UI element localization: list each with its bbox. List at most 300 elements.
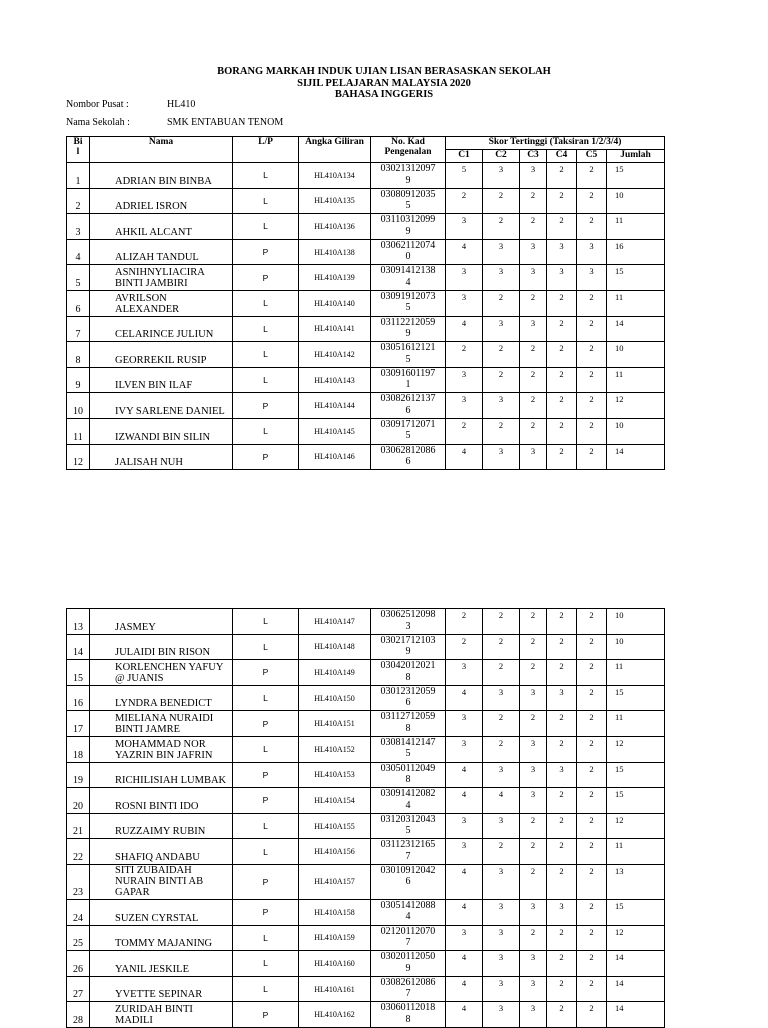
score-total: 15 [607, 265, 665, 291]
score-c3-value: 2 [530, 343, 536, 354]
score-c1 [446, 762, 483, 788]
score-c2-value: 3 [498, 952, 504, 963]
score-total: 11 [607, 367, 665, 393]
score-total: 15 [607, 899, 665, 925]
ic-number: 03091412082 4 [371, 788, 446, 814]
gender: P [233, 1002, 299, 1028]
table-row [67, 290, 665, 316]
school-name-label: Nama Sekolah : [66, 117, 130, 128]
table-row [67, 685, 665, 711]
score-total: 11 [607, 839, 665, 865]
gender: L [233, 839, 299, 865]
score-c1-value: 4 [461, 240, 467, 251]
score-c1 [446, 788, 483, 814]
score-c1-value: 4 [461, 865, 467, 876]
row-number: 24 [67, 899, 90, 925]
title-line-1: BORANG MARKAH INDUK UJIAN LISAN BERASASKAN SEKOLAH [217, 66, 551, 77]
ic-number: 03021712103 9 [371, 634, 446, 660]
header-no-kad: No. Kad Pengenalan [371, 137, 446, 163]
row-number: 6 [67, 290, 90, 316]
form-title [0, 66, 768, 101]
angka-giliran: HL410A153 [299, 762, 371, 788]
score-c3-value: 3 [530, 686, 536, 697]
score-c5 [577, 899, 607, 925]
row-number: 25 [67, 925, 90, 951]
score-c5 [577, 711, 607, 737]
score-c5 [577, 634, 607, 660]
student-name: IZWANDI BIN SILIN [90, 418, 233, 444]
score-c1-value: 4 [461, 445, 467, 456]
student-name: JULAIDI BIN RISON [90, 634, 233, 660]
score-c3-value: 2 [530, 926, 536, 937]
score-c4 [547, 418, 577, 444]
angka-giliran: HL410A139 [299, 265, 371, 291]
score-c1-value: 3 [461, 215, 467, 226]
student-name: MOHAMMAD NOR YAZRIN BIN JAFRIN [90, 736, 233, 762]
ic-number: 03091412138 4 [371, 265, 446, 291]
score-c4-value: 3 [559, 900, 564, 911]
score-c2 [483, 316, 520, 342]
table-row [67, 239, 665, 265]
score-c4-value: 2 [559, 343, 564, 354]
score-c3-value: 3 [530, 164, 536, 174]
angka-giliran: HL410A151 [299, 711, 371, 737]
row-number: 5 [67, 265, 90, 291]
row-number: 17 [67, 711, 90, 737]
row-number: 16 [67, 685, 90, 711]
score-c3 [520, 418, 547, 444]
score-c5-value: 2 [589, 291, 594, 302]
score-c1 [446, 634, 483, 660]
score-c4-value: 2 [559, 610, 564, 620]
score-c3 [520, 239, 547, 265]
score-c1-value: 5 [461, 164, 467, 174]
score-c5 [577, 342, 607, 368]
ic-number: 03112312165 7 [371, 839, 446, 865]
angka-giliran: HL410A155 [299, 813, 371, 839]
ic-number: 03012312059 6 [371, 685, 446, 711]
row-number: 12 [67, 444, 90, 470]
score-c3-value: 2 [530, 840, 536, 851]
ic-number: 03120312043 5 [371, 813, 446, 839]
score-c4-value: 2 [559, 814, 564, 825]
score-c1 [446, 899, 483, 925]
table-row [67, 444, 665, 470]
header-c2: C2 [483, 150, 520, 163]
score-c5-value: 2 [589, 686, 594, 697]
score-c5-value: 2 [589, 445, 594, 456]
score-c1 [446, 864, 483, 899]
score-c4 [547, 788, 577, 814]
score-c2-value: 2 [498, 343, 504, 354]
score-c5-value: 2 [589, 635, 594, 646]
score-c2 [483, 163, 520, 189]
angka-giliran: HL410A144 [299, 393, 371, 419]
score-c4-value: 2 [559, 291, 564, 302]
score-c2-value: 2 [498, 368, 504, 379]
score-c3-value: 3 [530, 737, 536, 748]
score-c2 [483, 685, 520, 711]
score-total: 14 [607, 1002, 665, 1028]
row-number: 26 [67, 951, 90, 977]
score-c1-value: 3 [461, 814, 467, 825]
student-name: SHAFIQ ANDABU [90, 839, 233, 865]
score-c4-value: 2 [559, 865, 564, 876]
score-c1 [446, 660, 483, 686]
score-c2 [483, 239, 520, 265]
score-c5-value: 2 [589, 215, 594, 226]
score-c2-value: 3 [498, 240, 504, 251]
score-c1 [446, 444, 483, 470]
score-c4 [547, 316, 577, 342]
gender: L [233, 685, 299, 711]
score-c4 [547, 813, 577, 839]
table-row [67, 188, 665, 214]
score-c1-value: 4 [461, 952, 467, 963]
score-c2-value: 3 [498, 445, 504, 456]
score-c1-value: 3 [461, 368, 467, 379]
score-c1-value: 4 [461, 763, 467, 774]
score-c5 [577, 265, 607, 291]
score-c5 [577, 316, 607, 342]
score-c3 [520, 685, 547, 711]
score-c4 [547, 367, 577, 393]
score-c1 [446, 925, 483, 951]
table-row [67, 839, 665, 865]
student-name: AHKIL ALCANT [90, 214, 233, 240]
table-body-page-1 [67, 163, 665, 470]
score-total: 10 [607, 418, 665, 444]
score-c5-value: 2 [589, 661, 594, 672]
score-total: 14 [607, 976, 665, 1002]
score-c1-value: 4 [461, 977, 467, 988]
gender: P [233, 864, 299, 899]
angka-giliran: HL410A141 [299, 316, 371, 342]
ic-number: 02120112070 7 [371, 925, 446, 951]
score-c3 [520, 736, 547, 762]
score-c5 [577, 163, 607, 189]
ic-number: 03062512098 3 [371, 609, 446, 635]
score-c4 [547, 393, 577, 419]
score-c2 [483, 342, 520, 368]
gender: L [233, 951, 299, 977]
row-number: 14 [67, 634, 90, 660]
score-c2-value: 3 [498, 865, 504, 876]
score-total: 13 [607, 864, 665, 899]
score-c4-value: 3 [559, 763, 564, 774]
score-c1-value: 3 [461, 737, 467, 748]
score-c4 [547, 951, 577, 977]
score-c1 [446, 839, 483, 865]
score-c2 [483, 660, 520, 686]
score-c4-value: 2 [559, 394, 564, 405]
score-c4-value: 2 [559, 952, 564, 963]
student-name: IVY SARLENE DANIEL [90, 393, 233, 419]
score-c5-value: 2 [589, 952, 594, 963]
score-c5 [577, 685, 607, 711]
ic-number: 03112212059 9 [371, 316, 446, 342]
score-c3-value: 2 [530, 712, 536, 723]
title-line-3: BAHASA INGGERIS [334, 89, 434, 100]
score-c5 [577, 976, 607, 1002]
angka-giliran: HL410A161 [299, 976, 371, 1002]
ic-number: 03051412088 4 [371, 899, 446, 925]
score-c4 [547, 685, 577, 711]
score-c3 [520, 899, 547, 925]
score-c1-value: 3 [461, 840, 467, 851]
score-c5-value: 2 [589, 1003, 594, 1014]
angka-giliran: HL410A147 [299, 609, 371, 635]
score-c3 [520, 634, 547, 660]
table-row [67, 316, 665, 342]
score-c4-value: 2 [559, 189, 564, 200]
score-c1-value: 4 [461, 686, 467, 697]
gender: P [233, 393, 299, 419]
score-c1-value: 3 [461, 266, 467, 277]
student-name: SITI ZUBAIDAH NURAIN BINTI AB GAPAR [90, 864, 233, 899]
score-c1-value: 4 [461, 1003, 467, 1014]
score-c5-value: 2 [589, 763, 594, 774]
table-row [67, 634, 665, 660]
score-c1-value: 2 [461, 610, 467, 620]
table-row [67, 418, 665, 444]
angka-giliran: HL410A140 [299, 290, 371, 316]
score-c4-value: 2 [559, 317, 564, 328]
table-body-page-2 [67, 609, 665, 1028]
row-number: 15 [67, 660, 90, 686]
student-name: RICHILISIAH LUMBAK [90, 762, 233, 788]
score-c3 [520, 762, 547, 788]
header-jumlah: Jumlah [607, 150, 665, 163]
score-total: 12 [607, 925, 665, 951]
gender: P [233, 660, 299, 686]
score-c3 [520, 864, 547, 899]
row-number: 21 [67, 813, 90, 839]
score-c4 [547, 444, 577, 470]
score-c2 [483, 290, 520, 316]
score-c4-value: 2 [559, 419, 564, 430]
score-c2-value: 3 [498, 266, 504, 277]
header-c4: C4 [547, 150, 577, 163]
gender: P [233, 711, 299, 737]
school-name-value: SMK ENTABUAN TENOM [167, 117, 284, 128]
score-c2-value: 3 [498, 977, 504, 988]
angka-giliran: HL410A136 [299, 214, 371, 240]
score-c2-value: 2 [498, 610, 504, 620]
gender: L [233, 976, 299, 1002]
score-c3 [520, 265, 547, 291]
student-name: AVRILSON ALEXANDER [90, 290, 233, 316]
score-c2 [483, 418, 520, 444]
score-c4 [547, 265, 577, 291]
score-c4-value: 2 [559, 164, 564, 174]
score-c4-value: 3 [559, 686, 564, 697]
score-c4 [547, 634, 577, 660]
score-c3 [520, 214, 547, 240]
score-c5-value: 2 [589, 610, 594, 620]
table-row [67, 367, 665, 393]
score-c5 [577, 925, 607, 951]
score-c1-value: 2 [461, 419, 467, 430]
score-c2 [483, 711, 520, 737]
score-c3 [520, 951, 547, 977]
score-c2-value: 2 [498, 291, 504, 302]
score-c2-value: 2 [498, 635, 504, 646]
score-c3 [520, 393, 547, 419]
score-c3-value: 2 [530, 635, 536, 646]
score-c1 [446, 418, 483, 444]
score-c3-value: 2 [530, 189, 536, 200]
student-name: JALISAH NUH [90, 444, 233, 470]
score-c4-value: 2 [559, 635, 564, 646]
score-c2-value: 2 [498, 661, 504, 672]
score-c5-value: 2 [589, 368, 594, 379]
score-c2 [483, 634, 520, 660]
ic-number: 03110312099 9 [371, 214, 446, 240]
score-c5 [577, 736, 607, 762]
score-c3 [520, 609, 547, 635]
header-c1: C1 [446, 150, 483, 163]
gender: P [233, 265, 299, 291]
gender: L [233, 163, 299, 189]
score-c3 [520, 711, 547, 737]
score-c1 [446, 290, 483, 316]
student-name: ALIZAH TANDUL [90, 239, 233, 265]
score-c3-value: 3 [530, 445, 536, 456]
score-c3-value: 2 [530, 661, 536, 672]
row-number: 20 [67, 788, 90, 814]
score-c4 [547, 925, 577, 951]
score-c4 [547, 899, 577, 925]
row-number: 18 [67, 736, 90, 762]
angka-giliran: HL410A150 [299, 685, 371, 711]
angka-giliran: HL410A160 [299, 951, 371, 977]
angka-giliran: HL410A138 [299, 239, 371, 265]
score-c1-value: 2 [461, 189, 467, 200]
gender: L [233, 316, 299, 342]
score-c3-value: 2 [530, 610, 536, 620]
score-c2 [483, 367, 520, 393]
angka-giliran: HL410A142 [299, 342, 371, 368]
gender: P [233, 239, 299, 265]
score-c4 [547, 163, 577, 189]
score-c5 [577, 188, 607, 214]
score-c5 [577, 609, 607, 635]
row-number: 1 [67, 163, 90, 189]
ic-number: 03091912073 5 [371, 290, 446, 316]
center-number-label: Nombor Pusat : [66, 99, 129, 110]
angka-giliran: HL410A149 [299, 660, 371, 686]
angka-giliran: HL410A145 [299, 418, 371, 444]
marks-table-page-2 [66, 608, 665, 1028]
ic-number: 03112712059 8 [371, 711, 446, 737]
row-number: 2 [67, 188, 90, 214]
score-c2-value: 2 [498, 840, 504, 851]
table-row [67, 660, 665, 686]
table-row [67, 163, 665, 189]
score-c3 [520, 660, 547, 686]
score-c5 [577, 788, 607, 814]
score-c4 [547, 239, 577, 265]
score-c2 [483, 864, 520, 899]
score-c5-value: 2 [589, 343, 594, 354]
score-c3-value: 2 [530, 419, 536, 430]
ic-number: 03081412147 5 [371, 736, 446, 762]
header-nama: Nama [90, 137, 233, 163]
score-c2 [483, 444, 520, 470]
score-c1-value: 3 [461, 291, 467, 302]
gender: L [233, 925, 299, 951]
gender: P [233, 899, 299, 925]
score-c5 [577, 444, 607, 470]
gender: L [233, 214, 299, 240]
student-name: JASMEY [90, 609, 233, 635]
score-c2 [483, 214, 520, 240]
score-c2 [483, 813, 520, 839]
row-number: 19 [67, 762, 90, 788]
angka-giliran: HL410A152 [299, 736, 371, 762]
score-c1 [446, 951, 483, 977]
score-c3 [520, 367, 547, 393]
score-total: 12 [607, 736, 665, 762]
ic-number: 03082612137 6 [371, 393, 446, 419]
score-c5 [577, 290, 607, 316]
score-c4-value: 2 [559, 789, 564, 800]
score-c4-value: 2 [559, 368, 564, 379]
score-c5-value: 2 [589, 419, 594, 430]
score-c1 [446, 393, 483, 419]
score-c5-value: 2 [589, 789, 594, 800]
row-number: 11 [67, 418, 90, 444]
score-c4-value: 2 [559, 926, 564, 937]
score-c1-value: 4 [461, 900, 467, 911]
score-c1-value: 4 [461, 789, 467, 800]
score-total: 11 [607, 214, 665, 240]
table-row [67, 214, 665, 240]
score-total: 10 [607, 188, 665, 214]
gender: L [233, 813, 299, 839]
student-name: SUZEN CYRSTAL [90, 899, 233, 925]
header-skor: Skor Tertinggi (Taksiran 1/2/3/4) [446, 137, 665, 150]
score-c4 [547, 660, 577, 686]
score-c3 [520, 839, 547, 865]
score-c5-value: 2 [589, 737, 594, 748]
gender: L [233, 634, 299, 660]
gender: P [233, 444, 299, 470]
score-c4 [547, 762, 577, 788]
score-c1 [446, 976, 483, 1002]
score-c3-value: 3 [530, 900, 536, 911]
score-c4 [547, 839, 577, 865]
score-c4-value: 2 [559, 1003, 564, 1014]
score-total: 15 [607, 163, 665, 189]
score-c4 [547, 711, 577, 737]
score-c1 [446, 163, 483, 189]
score-c1 [446, 685, 483, 711]
student-name: MIELIANA NURAIDI BINTI JAMRE [90, 711, 233, 737]
score-c1 [446, 265, 483, 291]
table-row [67, 864, 665, 899]
gender: P [233, 762, 299, 788]
score-c2-value: 3 [498, 814, 504, 825]
score-c4-value: 2 [559, 215, 564, 226]
table-row [67, 899, 665, 925]
score-c2 [483, 925, 520, 951]
score-c5-value: 2 [589, 394, 594, 405]
score-c5 [577, 864, 607, 899]
score-c1 [446, 239, 483, 265]
table-row [67, 813, 665, 839]
